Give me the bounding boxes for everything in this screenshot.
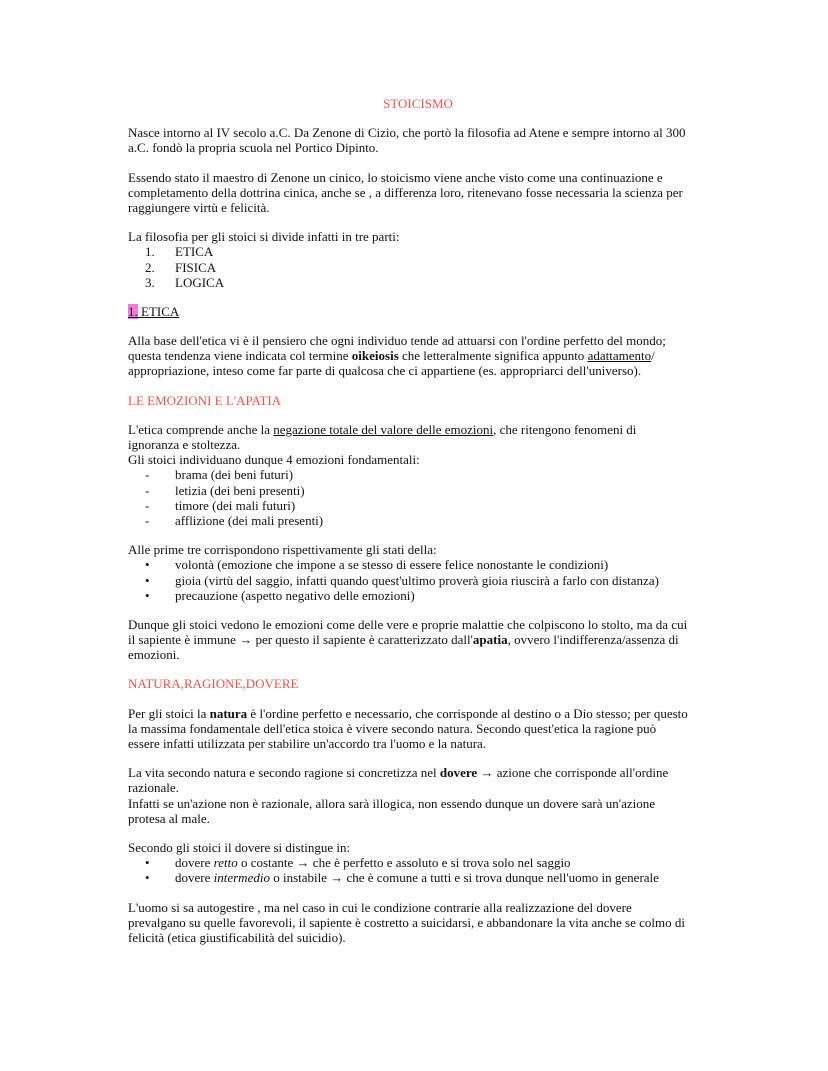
text-line bbox=[128, 229, 708, 244]
text-run: La vita secondo natura e secondo ragione si concretizza nel bbox=[128, 765, 440, 781]
list-item bbox=[128, 588, 708, 603]
text-run: precauzione (aspetto negativo delle emozioni) bbox=[175, 587, 415, 603]
paragraph bbox=[128, 333, 708, 379]
text-line bbox=[128, 632, 708, 647]
paragraph bbox=[128, 229, 708, 290]
list-item bbox=[128, 870, 708, 885]
text-run: la massima fondamentale dell'etica stoica è vivere secondo natura. Secondo quest'etica la ragione può bbox=[128, 720, 657, 736]
text-run: La filosofia per gli stoici si divide infatti in tre parti: bbox=[128, 229, 400, 245]
text-run: / bbox=[651, 348, 655, 364]
text-run: raggiungere virtù e felicità. bbox=[128, 199, 270, 215]
document-title bbox=[128, 96, 708, 111]
text-run: Nasce intorno al IV secolo a.C. Da Zenone di Cizio, che portò la filosofia ad Atene e sempre intorno al 300 bbox=[128, 125, 686, 141]
text-run: → azione che corrisponde all'ordine bbox=[477, 765, 669, 781]
text-run: brama (dei beni futuri) bbox=[175, 467, 294, 483]
text-run: L'etica comprende anche la bbox=[128, 421, 274, 437]
text-line bbox=[128, 542, 708, 557]
text-run: Gli stoici individuano dunque 4 emozioni fondamentali: bbox=[128, 452, 420, 468]
text-run: appropriazione, inteso come far parte di qualcosa che ci appartiene (es. appropriarci dell'universo). bbox=[128, 363, 642, 379]
text-run: o costante → che è perfetto e assoluto e si trova solo nel saggio bbox=[237, 855, 571, 871]
text-run: LOGICA bbox=[175, 274, 225, 290]
bold-term: apatia bbox=[472, 632, 508, 648]
list-marker: • bbox=[145, 855, 150, 871]
list-item bbox=[128, 467, 708, 482]
text-run: è l'ordine perfetto e necessario, che corrisponde al destino o a Dio stesso; per questo bbox=[247, 705, 688, 721]
list-item bbox=[128, 244, 708, 259]
text-run: felicità (etica giustificabilità del suicidio). bbox=[128, 929, 346, 945]
text-line bbox=[128, 840, 708, 855]
text-run: , ovvero l'indifferenza/assenza di bbox=[507, 632, 679, 648]
text-run: afflizione (dei mali presenti) bbox=[175, 512, 324, 528]
bold-term: dovere bbox=[439, 765, 478, 781]
paragraph bbox=[128, 765, 708, 826]
paragraph bbox=[128, 840, 708, 886]
text-run: che letteralmente significa appunto bbox=[398, 348, 588, 364]
text-line bbox=[128, 765, 708, 780]
paragraph bbox=[128, 706, 708, 752]
paragraph bbox=[128, 125, 708, 155]
underlined-text: negazione totale del valore delle emozioni bbox=[273, 421, 494, 437]
text-run: Dunque gli stoici vedono le emozioni come delle vere e proprie malattie che colpiscono lo stolto, ma da cui bbox=[128, 616, 688, 632]
text-line bbox=[128, 140, 708, 155]
underlined-text: adattamento bbox=[587, 348, 652, 364]
document-page bbox=[128, 96, 708, 945]
section-heading bbox=[128, 676, 708, 691]
text-run: ETICA bbox=[175, 244, 214, 260]
text-run: a.C. fondò la propria scuola nel Portico Dipinto. bbox=[128, 140, 379, 156]
list-item bbox=[128, 573, 708, 588]
text-run: razionale. bbox=[128, 780, 179, 796]
text-run: , che ritengono fenomeni di bbox=[493, 421, 637, 437]
italic-term: intermedio bbox=[213, 870, 270, 886]
highlighted-text: 1. bbox=[128, 303, 138, 319]
text-line bbox=[128, 422, 708, 437]
text-run: NATURA,RAGIONE,DOVERE bbox=[128, 676, 299, 692]
text-run: L'uomo si sa autogestire , ma nel caso in cui le condizione contrarie alla realizzazione del dovere bbox=[128, 899, 632, 915]
list-item bbox=[128, 275, 708, 290]
text-line bbox=[128, 393, 708, 408]
section-heading bbox=[128, 393, 708, 408]
text-line bbox=[128, 437, 708, 452]
text-run: ETICA bbox=[137, 303, 180, 319]
list-marker: - bbox=[145, 482, 150, 498]
text-run: emozioni. bbox=[128, 647, 180, 663]
list-marker: • bbox=[145, 557, 150, 573]
text-line bbox=[128, 185, 708, 200]
paragraph bbox=[128, 900, 708, 946]
text-line bbox=[128, 617, 708, 632]
text-run: dovere bbox=[175, 870, 214, 886]
text-line bbox=[128, 780, 708, 795]
text-run: o instabile → che è comune a tutti e si trova dunque nell'uomo in generale bbox=[269, 870, 659, 886]
section-title bbox=[128, 304, 708, 319]
text-run: il sapiente è immune → per questo il sapiente è caratterizzato dall' bbox=[128, 632, 473, 648]
text-line bbox=[128, 170, 708, 185]
text-line bbox=[128, 796, 708, 811]
bold-term: natura bbox=[209, 705, 248, 721]
list-marker: 1. bbox=[145, 244, 155, 260]
text-line bbox=[128, 900, 708, 915]
text-run: timore (dei mali futuri) bbox=[175, 497, 296, 513]
text-run: Alla base dell'etica vi è il pensiero che ogni individuo tende ad attuarsi con l'ordine perfetto del mondo; bbox=[128, 333, 666, 349]
text-line bbox=[128, 200, 708, 215]
text-line bbox=[128, 930, 708, 945]
list-item bbox=[128, 260, 708, 275]
text-run: gioia (virtù del saggio, infatti quando quest'ultimo proverà gioia riuscirà a farlo con distanza) bbox=[175, 572, 659, 588]
text-run: completamento della dottrina cinica, anche se , a differenza loro, ritenevano fosse necessaria la scienza per bbox=[128, 184, 683, 200]
text-line bbox=[128, 452, 708, 467]
list-item bbox=[128, 498, 708, 513]
list-marker: 2. bbox=[145, 259, 155, 275]
list-item bbox=[128, 855, 708, 870]
text-run: prevalgano su quelle favorevoli, il sapiente è costretto a suicidarsi, e abbandonare la vita anche se colmo di bbox=[128, 914, 685, 930]
text-line bbox=[128, 736, 708, 751]
paragraph bbox=[128, 617, 708, 663]
text-run: essere infatti utilizzata per stabilire un'accordo tra l'uomo e la natura. bbox=[128, 736, 487, 751]
italic-term: retto bbox=[213, 855, 238, 871]
text-line bbox=[128, 348, 708, 363]
text-run: ignoranza e stoltezza. bbox=[128, 437, 241, 452]
list-item bbox=[128, 513, 708, 528]
text-run: letizia (dei beni presenti) bbox=[175, 482, 305, 498]
text-run: Secondo gli stoici il dovere si distingue in: bbox=[128, 839, 351, 855]
text-line bbox=[128, 706, 708, 721]
text-line bbox=[128, 125, 708, 140]
text-line bbox=[128, 676, 708, 691]
list-marker: • bbox=[145, 870, 150, 886]
list-item bbox=[128, 483, 708, 498]
text-line bbox=[128, 721, 708, 736]
text-line bbox=[128, 811, 708, 826]
text-run: Infatti se un'azione non è razionale, allora sarà illogica, non essendo dunque un dovere sarà un'azione bbox=[128, 795, 656, 811]
list-marker: - bbox=[145, 497, 150, 513]
text-line bbox=[128, 304, 708, 319]
text-run: Alle prime tre corrispondono rispettivamente gli stati della: bbox=[128, 542, 437, 558]
text-line bbox=[128, 333, 708, 348]
text-run: volontà (emozione che impone a se stesso di essere felice nonostante le condizioni) bbox=[175, 557, 609, 573]
text-line bbox=[128, 96, 708, 111]
text-line bbox=[128, 915, 708, 930]
text-run: LE EMOZIONI E L'APATIA bbox=[128, 392, 282, 408]
text-run: Per gli stoici la bbox=[128, 705, 210, 721]
text-run: protesa al male. bbox=[128, 810, 210, 826]
paragraph bbox=[128, 422, 708, 528]
text-line bbox=[128, 647, 708, 662]
list-marker: - bbox=[145, 467, 150, 483]
text-run: STOICISMO bbox=[383, 96, 453, 111]
paragraph bbox=[128, 170, 708, 216]
paragraph bbox=[128, 542, 708, 603]
bold-term: oikeiosis bbox=[351, 348, 399, 364]
text-line bbox=[128, 363, 708, 378]
list-marker: - bbox=[145, 512, 150, 528]
list-marker: • bbox=[145, 587, 150, 603]
text-run: questa tendenza viene indicata col termine bbox=[128, 348, 352, 364]
text-run: Essendo stato il maestro di Zenone un cinico, lo stoicismo viene anche visto come una continuazione e bbox=[128, 169, 663, 185]
list-item bbox=[128, 557, 708, 572]
list-marker: • bbox=[145, 572, 150, 588]
text-run: FISICA bbox=[175, 259, 217, 275]
list-marker: 3. bbox=[145, 274, 155, 290]
text-run: dovere bbox=[175, 855, 214, 871]
